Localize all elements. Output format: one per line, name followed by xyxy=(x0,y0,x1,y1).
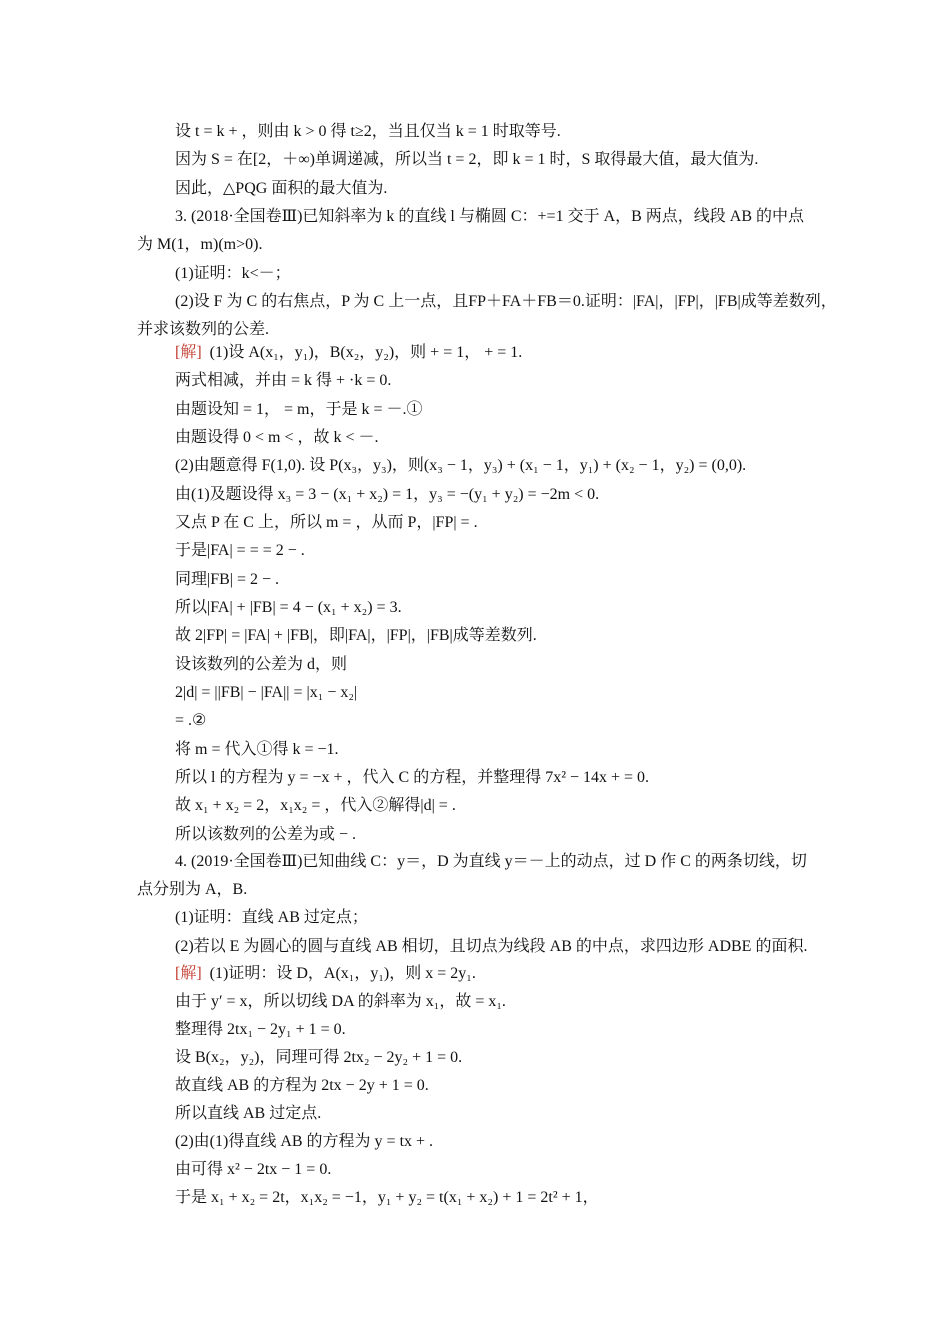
question-2: (2)设 F 为 C 的右焦点，P 为 C 上一点，且FP＋FA＋FB＝0.证明：|FA|，|FP|，|FB|成等差数列， xyxy=(175,293,837,310)
text-line: 所以直线 AB 过定点. xyxy=(175,1105,322,1122)
text-line: 同理|FB| = 2 − . xyxy=(175,571,280,588)
question-2: 并求该数列的公差. xyxy=(137,321,270,338)
question-1: (1)证明：直线 AB 过定点； xyxy=(175,909,368,926)
text-line: 所以|FA| + |FB| = 4 − (x₁ + x₂) = 3. xyxy=(175,599,402,616)
question-1: (1)证明：k<－； xyxy=(175,265,291,282)
text-line: 设该数列的公差为 d，则 xyxy=(175,656,348,673)
problem-3-line: 为 M(1，m)(m>0). xyxy=(137,236,263,253)
text-line: 由于 y′ = x，所以切线 DA 的斜率为 x₁，故 = x₁. xyxy=(175,993,506,1010)
text-line: 设 B(x₂，y₂)，同理可得 2tx₂ − 2y₂ + 1 = 0. xyxy=(175,1049,463,1066)
text-line: 由题设知 = 1， = m，于是 k = －.① xyxy=(175,401,423,418)
text-line: 两式相减，并由 = k 得 + ·k = 0. xyxy=(175,372,392,389)
text-line: 由题设得 0 < m < ，故 k < －. xyxy=(175,429,379,446)
text-line: 由可得 x² − 2tx − 1 = 0. xyxy=(175,1161,332,1178)
text-line: (2)由(1)得直线 AB 的方程为 y = tx + . xyxy=(175,1133,434,1150)
solution-text: (1)证明：设 D，A(x₁，y₁)，则 x = 2y₁. xyxy=(209,965,476,982)
text-line: 因此，△PQG 面积的最大值为. xyxy=(175,180,388,197)
problem-4-line: 点分别为 A，B. xyxy=(137,881,248,898)
text-line: (2)由题意得 F(1,0). 设 P(x₃，y₃)，则(x₃ − 1，y₃) + (x₁ − 1，y₁) + (x₂ − 1，y₂) = (0,0). xyxy=(175,457,747,474)
text-line: 故 2|FP| = |FA| + |FB|，即|FA|，|FP|，|FB|成等差数列. xyxy=(175,627,537,644)
text-line: 又点 P 在 C 上，所以 m = ，从而 P，|FP| = . xyxy=(175,514,478,531)
text-line: 2|d| = ||FB| − |FA|| = |x₁ − x₂| xyxy=(175,684,358,701)
text-line: 将 m = 代入①得 k = −1. xyxy=(175,741,339,758)
text-line: 整理得 2tx₁ − 2y₁ + 1 = 0. xyxy=(175,1021,346,1038)
text-line: 故直线 AB 的方程为 2tx − 2y + 1 = 0. xyxy=(175,1077,429,1094)
question-2: (2)若以 E 为圆心的圆与直线 AB 相切，且切点为线段 AB 的中点，求四边形 ADBE 的面积. xyxy=(175,938,808,955)
text-line: 设 t = k + ，则由 k > 0 得 t≥2，当且仅当 k = 1 时取等号. xyxy=(175,123,561,140)
problem-3-line: 3. (2018·全国卷Ⅲ)已知斜率为 k 的直线 l 与椭圆 C：+=1 交于 A，B 两点，线段 AB 的中点 xyxy=(175,208,805,225)
solution-line xyxy=(175,961,476,987)
solution-tag: [解] xyxy=(175,344,202,361)
solution-text: (1)设 A(x₁，y₁)，B(x₂，y₂)，则 + = 1， + = 1. xyxy=(209,344,523,361)
text-line: = .② xyxy=(175,712,207,729)
text-line: 故 x₁ + x₂ = 2，x₁x₂ = ，代入②解得|d| = . xyxy=(175,797,456,814)
solution-line xyxy=(175,340,522,366)
text-line: 所以该数列的公差为或 − . xyxy=(175,826,357,843)
text-line: 于是|FA| = = = 2 − . xyxy=(175,542,305,559)
text-line: 由(1)及题设得 x₃ = 3 − (x₁ + x₂) = 1，y₃ = −(y₁ + y₂) = −2m < 0. xyxy=(175,486,600,503)
text-line: 所以 l 的方程为 y = −x + ，代入 C 的方程，并整理得 7x² − 14x + = 0. xyxy=(175,769,650,786)
text-line: 于是 x₁ + x₂ = 2t，x₁x₂ = −1，y₁ + y₂ = t(x₁ + x₂) + 1 = 2t² + 1， xyxy=(175,1189,599,1206)
solution-tag: [解] xyxy=(175,965,202,982)
problem-4-line: 4. (2019·全国卷Ⅲ)已知曲线 C：y＝，D 为直线 y＝－上的动点，过 D 作 C 的两条切线，切 xyxy=(175,853,807,870)
text-line: 因为 S = 在[2，＋∞)单调递减，所以当 t = 2，即 k = 1 时，S 取得最大值，最大值为. xyxy=(175,151,759,168)
